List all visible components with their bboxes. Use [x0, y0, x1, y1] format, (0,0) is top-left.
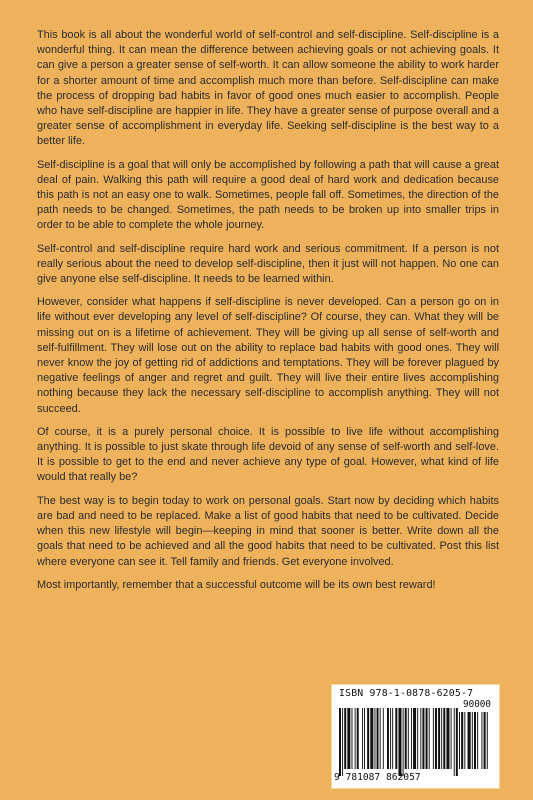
paragraph-7: Most importantly, remember that a successful outcome will be its own best reward! [37, 578, 436, 591]
barcode-bar [472, 712, 473, 769]
barcode-bar [374, 708, 375, 769]
barcode-bar [387, 708, 389, 769]
addon-barcode-bars [459, 712, 490, 776]
barcode-bar [464, 712, 465, 769]
barcode-bar [481, 712, 482, 769]
barcode-bar [422, 708, 424, 769]
barcode-bar [454, 708, 455, 776]
isbn-label: ISBN 978-1-0878-6205-7 [339, 688, 474, 699]
barcode-bar [390, 708, 391, 769]
blurb-text [37, 28, 499, 601]
barcode-bar [459, 712, 460, 769]
barcode-bar [383, 708, 384, 769]
barcode-bar [342, 708, 343, 776]
barcode-bar [461, 712, 463, 769]
barcode-bar [426, 708, 428, 769]
barcode-bar [484, 712, 486, 769]
barcode-bar [380, 708, 381, 769]
barcode-bar [477, 712, 478, 769]
barcode-bar [344, 708, 346, 769]
ean-barcode-bars [339, 708, 460, 776]
barcode-bar [411, 708, 412, 769]
barcode-bar [435, 708, 437, 769]
barcode-bar [355, 708, 356, 769]
addon-number: 90000 [463, 699, 491, 710]
barcode-bar [405, 708, 407, 769]
barcode-bar [364, 708, 365, 769]
barcode-bar [474, 712, 476, 769]
barcode-bar [339, 708, 341, 776]
barcode-bar [403, 708, 404, 776]
paragraph-6: The best way is to begin today to work on personal goals. Start now by deciding which habits are bad and need to be replaced. Make a list of good habits that need to be cultivated. Decide when this new lifestyle will begin—keeping in mind that sooner is better. Write down all the goals that need to be achieved and all the good habits that need to be cultivated. Post this list where everyone can see it. Tell family and friends. Get everyone involved. [37, 494, 499, 568]
barcode-bar [417, 708, 418, 769]
barcode-bar [377, 708, 379, 769]
barcode-bar [438, 708, 440, 769]
ean-digits: 9 781087 862057 [334, 772, 421, 783]
paragraph-4: However, consider what happens if self-discipline is never developed. Can a person go on in life without ever developing any level of self-discipline? Of course, they can. What they will be missing out on is a lifetime of achievement. They will be giving up all sense of self-worth and self-fulfillment. They will lose out on the ability to replace bad habits with good ones. They will never know the joy of getting rid of addictions and temptations. They will be forever plagued by negative feelings of anger and regret and guilt. They will live their entire lives accomplishing nothing because they lack the necessary self-discipline to accomplish anything. They will not succeed. [37, 296, 499, 415]
barcode-bar [451, 708, 452, 769]
paragraph-2: Self-discipline is a goal that will only be accomplished by following a path that will cause a great deal of pain. Walking this path will require a good deal of hard work and dedication because this path is not an easy one to walk. Sometimes, people fall off. Sometimes, the direction of the path needs to be changed. Sometimes, the path needs to be broken up into smaller trips in order to be able to complete the whole journey. [37, 158, 499, 232]
paragraph-3: Self-control and self-discipline require hard work and serious commitment. If a person is not really serious about the need to develop self-discipline, then it just will not happen. No one can give anyone else self-discipline. It needs to be learned within. [37, 242, 499, 286]
barcode-bar [367, 708, 369, 769]
barcode-bar [429, 708, 430, 769]
barcode-bar [352, 708, 353, 769]
isbn-barcode [331, 684, 500, 789]
barcode-bar [413, 708, 416, 769]
barcode-bar [446, 708, 449, 769]
barcode-bar [398, 708, 401, 776]
paragraph-5: Of course, it is a purely personal choice. It is possible to live life without accomplishing anything. It is possible to just skate through life devoid of any sense of self-worth and self-love. It is possible to get to the end and never achieve any type of goal. However, what kind of life would that really be? [37, 425, 499, 484]
barcode-bar [443, 708, 445, 769]
barcode-bar [370, 708, 373, 769]
barcode-bar [456, 708, 458, 776]
barcode-bar [392, 708, 393, 769]
barcode-bar [408, 708, 409, 769]
barcode-bar [420, 708, 421, 769]
barcode-bar [347, 708, 350, 769]
barcode-bar [468, 712, 471, 769]
barcode-bar [487, 712, 488, 769]
barcode-bar [441, 708, 442, 769]
paragraph-1: This book is all about the wonderful world of self-control and self-discipline. Self-discipline is a wonderful thing. It can mean the difference between achieving goals or not achieving goals. It can give a person a greater sense of self-worth. It can allow someone the ability to work harder for a shorter amount of time and accomplish much more than before. Self-discipline can make the process of dropping bad habits in favor of good ones much easier to accomplish. People who have self-discipline are happier in life. They have a greater sense of purpose overall and a greater sense of accomplishment in everyday life. Seeking self-discipline is the best way to a better life. [37, 29, 499, 148]
barcode-bar [433, 708, 434, 769]
barcode-bar [395, 708, 397, 769]
barcode-bar [357, 708, 359, 769]
barcode-bar [362, 708, 363, 769]
